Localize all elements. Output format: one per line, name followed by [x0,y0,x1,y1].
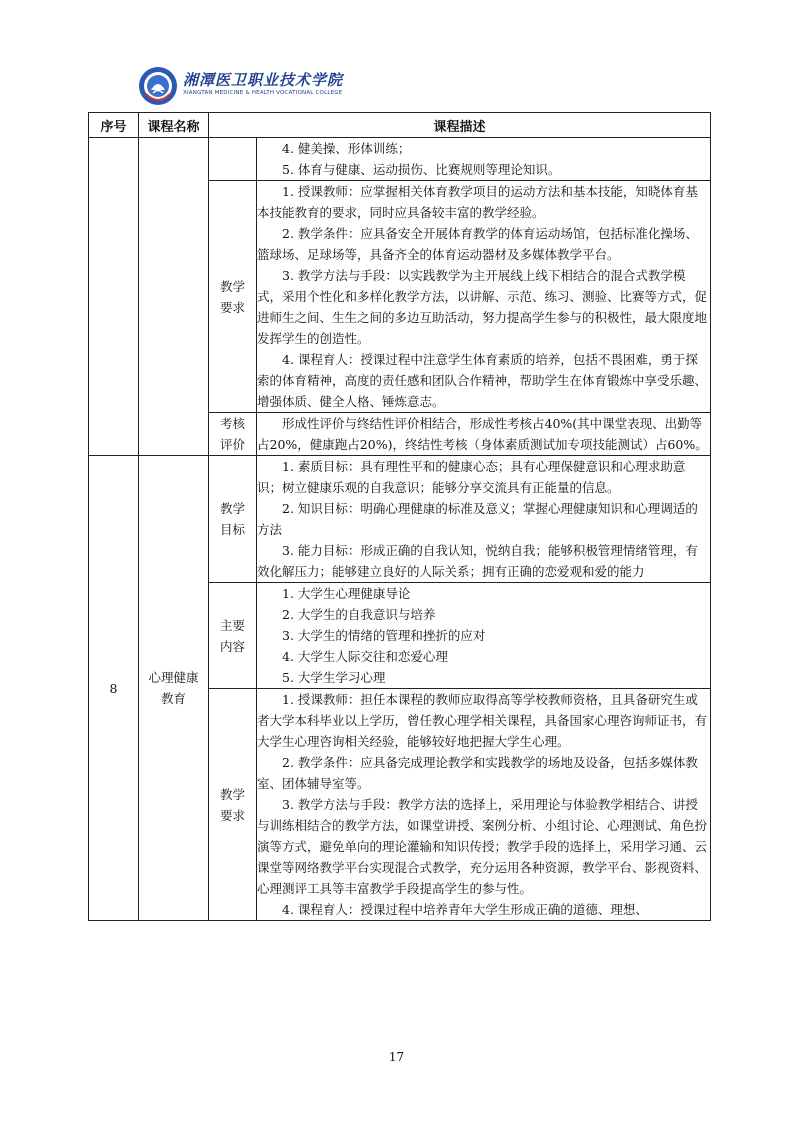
list-item: 5. 大学生学习心理 [282,670,386,685]
content-cell [257,583,711,689]
course-table [88,112,711,921]
list-item: 4. 大学生人际交往和恋爱心理 [282,649,448,664]
course-name: 心理健康教育 [139,456,209,921]
table-row [89,456,711,583]
paragraph: 3. 教学方法与手段：教学方法的选择上，采用理论与体验教学相结合、讲授与训练相结合的教学方法，如课堂讲授、案例分析、小组讨论、心理测试、角色扮演等方式，避免单向的理论灌输和知识传授；教学手段的选择上，采用学习通、云课堂等网络教学平台实现混合式教学，充分运用各种资源，教学平台、影视资料、心理测评工具等丰富教学手段提高学生的参与性。 [257,797,708,896]
list-item: 3. 大学生的情绪的管理和挫折的应对 [282,628,486,643]
objectives-label: 教学目标 [209,456,257,583]
objectives-cell [257,456,711,583]
prev-requirements-cell [257,181,711,413]
list-item: 4. 健美操、形体训练； [282,141,411,156]
prev-assessment-label: 考核评价 [209,413,257,456]
paragraph: 4. 课程育人：授课过程中培养青年大学生形成正确的道德、理想、 [282,902,648,917]
list-item: 2. 大学生的自我意识与培养 [282,607,436,622]
table-row [89,138,711,181]
header-description: 课程描述 [209,113,711,138]
paragraph: 1. 授课教师：应掌握相关体育教学项目的运动方法和基本技能，知晓体育基本技能教育的要求，同时应具备较丰富的教学经验。 [257,184,698,220]
prev-content-label-cell [209,138,257,181]
paragraph: 3. 能力目标：形成正确的自我认知，悦纳自我；能够积极管理情绪管理，有效化解压力；能够建立良好的人际关系；拥有正确的恋爱观和爱的能力 [257,543,698,579]
requirements-cell [257,689,711,921]
paragraph: 1. 素质目标：具有理性平和的健康心态；具有心理保健意识和心理求助意识；树立健康乐观的自我意识；能够分享交流具有正能量的信息。 [257,459,686,495]
paragraph: 2. 教学条件：应具备安全开展体育教学的体育运动场馆，包括标准化操场、篮球场、足球场等，具备齐全的体育运动器材及多媒体教学平台。 [257,226,698,262]
prev-assessment-cell [257,413,711,456]
page-number: 17 [388,1050,405,1064]
prev-course-index-cell [89,138,139,456]
paragraph: 2. 教学条件：应具备完成理论教学和实践教学的场地及设备，包括多媒体教室、团体辅导室等。 [257,755,698,791]
paragraph: 形成性评价与终结性评价相结合，形成性考核占40%(其中课堂表现、出勤等占20%，健康跑占20%)，终结性考核（身体素质测试加专项技能测试）占60%。 [257,416,708,452]
paragraph: 3. 教学方法与手段：以实践教学为主开展线上线下相结合的混合式教学模式，采用个性化和多样化教学方法，以讲解、示范、练习、测验、比赛等方式，促进师生之间、生生之间的多边互助活动，努力提高学生参与的积极性，最大限度地发挥学生的创造性。 [257,268,708,346]
prev-course-name-cell [139,138,209,456]
paragraph: 1. 授课教师：担任本课程的教师应取得高等学校教师资格，且具备研究生或者大学本科毕业以上学历，曾任教心理学相关课程，具备国家心理咨询师证书，有大学生心理咨询相关经验，能够较好地把握大学生心理。 [257,692,708,749]
paragraph: 4. 课程育人：授课过程中注意学生体育素质的培养，包括不畏困难，勇于探索的体育精神，高度的责任感和团队合作精神，帮助学生在体育锻炼中享受乐趣、增强体质、健全人格、锤炼意志。 [257,352,708,409]
prev-requirements-label: 教学要求 [209,181,257,413]
course-index: 8 [89,456,139,921]
content-label: 主要内容 [209,583,257,689]
list-item: 1. 大学生心理健康导论 [282,586,411,601]
page-header [138,64,344,110]
college-name: 湘潭医卫职业技术学院 [183,71,344,89]
prev-content-cell [257,138,711,181]
requirements-label: 教学要求 [209,689,257,921]
paragraph: 2. 知识目标：明确心理健康的标准及意义；掌握心理健康知识和心理调适的方法 [257,501,698,537]
table-header-row [89,113,711,138]
college-name-en: XIANGTAN MEDICINE & HEALTH VOCATIONAL COLLEGE [183,90,343,96]
header-index: 序号 [89,113,139,138]
college-emblem-icon [138,66,178,106]
header-course-name: 课程名称 [139,113,209,138]
list-item: 5. 体育与健康、运动损伤、比赛规则等理论知识。 [282,162,561,177]
